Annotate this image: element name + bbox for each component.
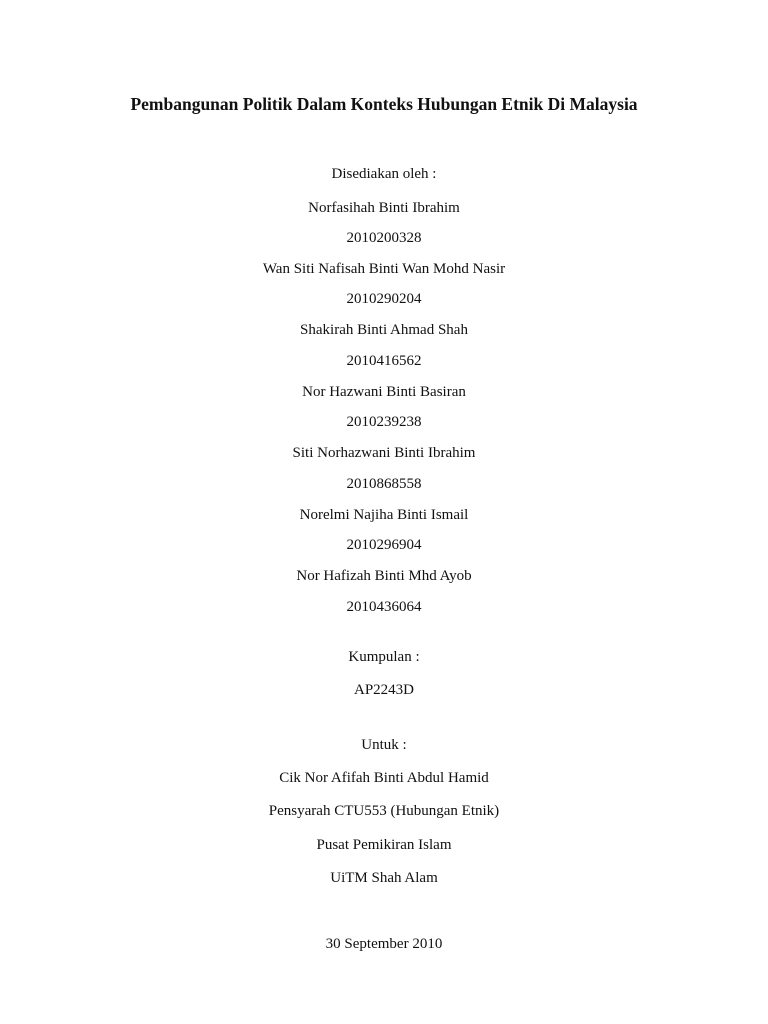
document-title: Pembangunan Politik Dalam Konteks Hubungan Etnik Di Malaysia <box>130 94 638 114</box>
member-id-6: 2010296904 <box>346 537 422 553</box>
member-name-4: Nor Hazwani Binti Basiran <box>302 384 466 400</box>
member-id-1: 2010200328 <box>346 230 422 246</box>
member-name-5: Siti Norhazwani Binti Ibrahim <box>292 445 476 461</box>
department: Pusat Pemikiran Islam <box>316 837 452 853</box>
prepared-by-label: Disediakan oleh : <box>331 166 437 182</box>
member-name-2: Wan Siti Nafisah Binti Wan Mohd Nasir <box>262 261 506 277</box>
member-id-7: 2010436064 <box>346 599 422 615</box>
member-name-6: Norelmi Najiha Binti Ismail <box>299 507 469 523</box>
lecturer-name: Cik Nor Afifah Binti Abdul Hamid <box>279 770 489 786</box>
group-value: AP2243D <box>353 682 414 698</box>
group-label: Kumpulan : <box>348 649 420 665</box>
member-id-5: 2010868558 <box>346 476 422 492</box>
for-label: Untuk : <box>361 737 407 753</box>
member-id-4: 2010239238 <box>346 414 422 430</box>
member-id-2: 2010290204 <box>346 291 422 307</box>
document-date: 30 September 2010 <box>325 936 443 952</box>
member-id-3: 2010416562 <box>346 353 422 369</box>
institution: UiTM Shah Alam <box>330 870 438 886</box>
member-name-1: Norfasihah Binti Ibrahim <box>308 200 460 216</box>
member-name-3: Shakirah Binti Ahmad Shah <box>300 322 468 338</box>
member-name-7: Nor Hafizah Binti Mhd Ayob <box>296 568 472 584</box>
lecturer-role: Pensyarah CTU553 (Hubungan Etnik) <box>268 803 500 819</box>
